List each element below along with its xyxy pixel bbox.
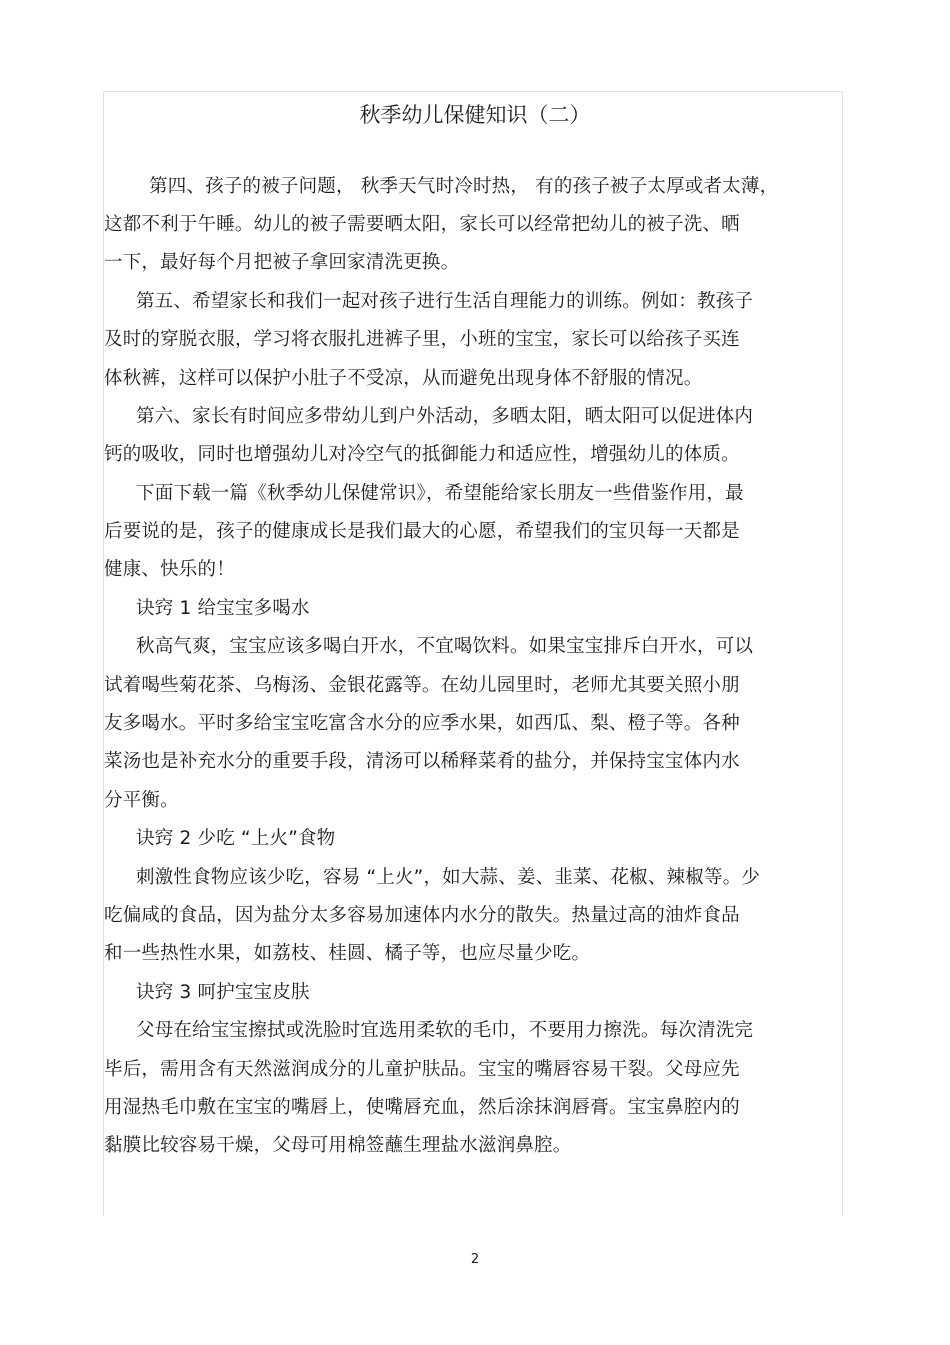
page-title: 秋季幼儿保健知识（二） bbox=[359, 103, 591, 127]
text-line: 一下，最好每个月把被子拿回家清洗更换。 bbox=[104, 252, 460, 273]
text-line: 第四、孩子的被子问题， 秋季天气时冷时热， 有的孩子被子太厚或者太薄， bbox=[149, 176, 779, 197]
text-line: 友多喝水。平时多给宝宝吃富含水分的应季水果，如西瓜、梨、橙子等。各种 bbox=[104, 713, 740, 734]
text-line: 吃偏咸的食品，因为盐分太多容易加速体内水分的散失。热量过高的油炸食品 bbox=[104, 905, 740, 926]
section-heading: 诀窍 1 给宝宝多喝水 bbox=[136, 598, 310, 619]
text-line: 和一些热性水果，如荔枝、桂圆、橘子等，也应尽量少吃。 bbox=[104, 943, 591, 964]
text-line: 这都不利于午睡。幼儿的被子需要晒太阳，家长可以经常把幼儿的被子洗、晒 bbox=[104, 214, 740, 235]
text-line: 及时的穿脱衣服，学习将衣服扎进裤子里，小班的宝宝，家长可以给孩子买连 bbox=[104, 329, 740, 350]
text-line: 毕后，需用含有天然滋润成分的儿童护肤品。宝宝的嘴唇容易干裂。父母应先 bbox=[104, 1059, 740, 1080]
text-line: 健康、快乐的！ bbox=[104, 559, 235, 580]
text-line: 父母在给宝宝擦拭或洗脸时宜选用柔软的毛巾，不要用力擦洗。每次清洗完 bbox=[136, 1020, 754, 1041]
text-line: 刺激性食物应该少吃，容易 “上火”，如大蒜、姜、韭菜、花椒、辣椒等。少 bbox=[136, 867, 761, 888]
text-line: 黏膜比较容易干燥，父母可用棉签蘸生理盐水滋润鼻腔。 bbox=[104, 1135, 572, 1156]
section-heading: 诀窍 2 少吃 “上火”食物 bbox=[136, 828, 336, 849]
text-line: 体秋裤，这样可以保护小肚子不受凉，从而避免出现身体不舒服的情况。 bbox=[104, 368, 703, 389]
text-line: 试着喝些菊花茶、乌梅汤、金银花露等。在幼儿园里时，老师尤其要关照小朋 bbox=[104, 675, 740, 696]
page-number: 2 bbox=[470, 1252, 480, 1267]
text-line: 下面下载一篇《秋季幼儿保健常识》，希望能给家长朋友一些借鉴作用，最 bbox=[136, 483, 744, 504]
section-heading: 诀窍 3 呵护宝宝皮肤 bbox=[136, 982, 310, 1003]
text-line: 秋高气爽，宝宝应该多喝白开水，不宜喝饮料。如果宝宝排斥白开水，可以 bbox=[136, 636, 754, 657]
text-line: 后要说的是，孩子的健康成长是我们最大的心愿，希望我们的宝贝每一天都是 bbox=[104, 521, 740, 542]
text-line: 菜汤也是补充水分的重要手段，清汤可以稀释菜肴的盐分，并保持宝宝体内水 bbox=[104, 751, 740, 772]
text-line: 第五、希望家长和我们一起对孩子进行生活自理能力的训练。例如：教孩子 bbox=[136, 291, 754, 312]
text-line: 用湿热毛巾敷在宝宝的嘴唇上，使嘴唇充血，然后涂抹润唇膏。宝宝鼻腔内的 bbox=[104, 1097, 740, 1118]
text-line: 分平衡。 bbox=[104, 790, 179, 811]
text-line: 钙的吸收，同时也增强幼儿对冷空气的抵御能力和适应性，增强幼儿的体质。 bbox=[104, 444, 740, 465]
text-line: 第六、家长有时间应多带幼儿到户外活动，多晒太阳，晒太阳可以促进体内 bbox=[136, 406, 754, 427]
